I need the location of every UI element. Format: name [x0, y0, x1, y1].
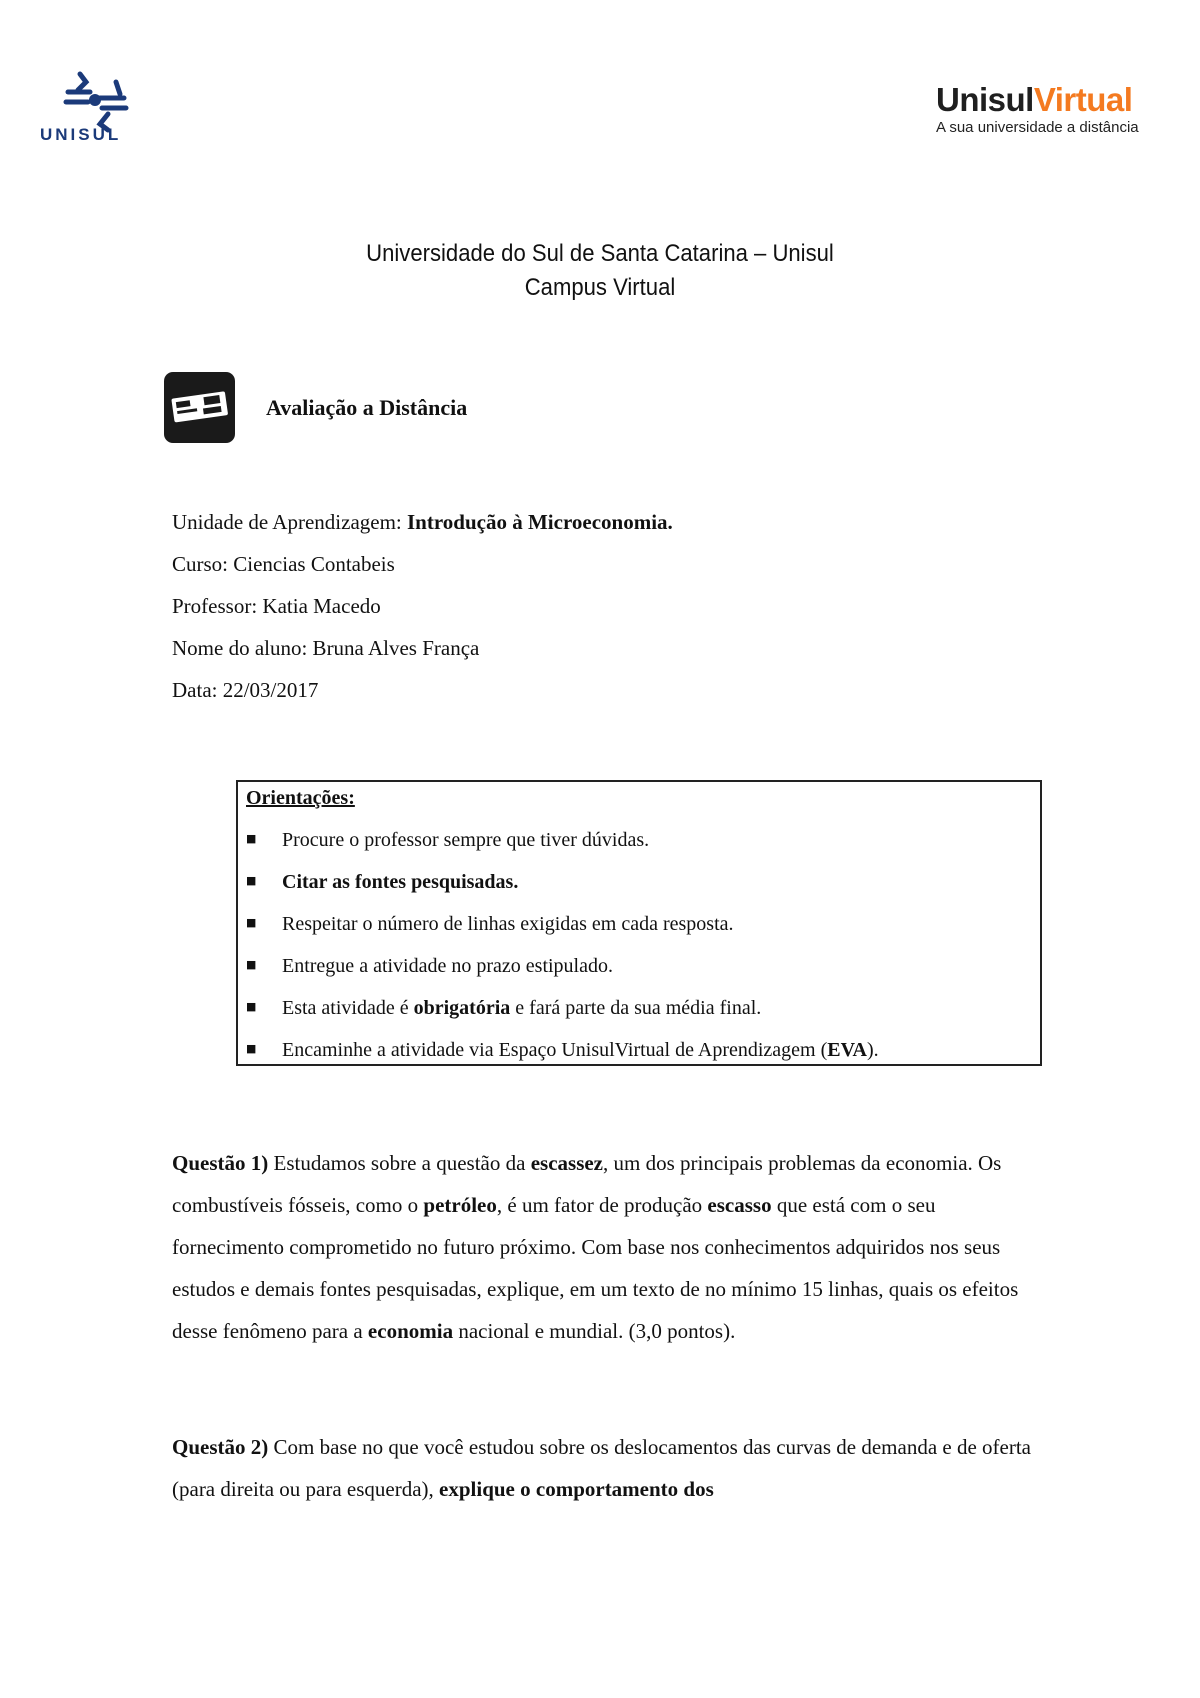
- bullet-icon: ■: [246, 1000, 257, 1014]
- info-student: Nome do aluno: Bruna Alves França: [172, 636, 480, 660]
- bullet-icon: ■: [246, 832, 257, 846]
- university-name: Universidade do Sul de Santa Catarina – Unisul: [366, 240, 834, 267]
- unisulvirtual-tagline: A sua universidade a distância: [936, 119, 1139, 136]
- bullet-icon: ■: [246, 1042, 257, 1056]
- question-2: Questão 2) Com base no que você estudou sobre os deslocamentos das curvas de demanda e de oferta (para direita ou para esquerda), explique o comportamento dos: [172, 1435, 1032, 1501]
- certificate-card-icon: [163, 371, 236, 444]
- orientation-item: ■ Encaminhe a atividade via Espaço UnisulVirtual de Aprendizagem (EVA).: [246, 1036, 879, 1065]
- orientation-item: ■ Esta atividade é obrigatória e fará parte da sua média final.: [246, 994, 761, 1023]
- unisulvirtual-name: UnisulVirtual: [936, 81, 1133, 118]
- info-unit: Unidade de Aprendizagem: Introdução à Microeconomia.: [172, 510, 673, 534]
- bullet-icon: ■: [246, 874, 257, 888]
- campus-name: Campus Virtual: [524, 274, 676, 301]
- unisul-emblem-icon: [38, 68, 178, 144]
- info-professor: Professor: Katia Macedo: [172, 594, 381, 618]
- orientation-item: ■ Entregue a atividade no prazo estipulado.: [246, 952, 613, 981]
- unisul-logo: [38, 68, 178, 144]
- bullet-icon: ■: [246, 916, 257, 930]
- info-course: Curso: Ciencias Contabeis: [172, 552, 395, 576]
- orientation-item: ■ Respeitar o número de linhas exigidas em cada resposta.: [246, 910, 734, 939]
- orientation-item: ■ Procure o professor sempre que tiver dúvidas.: [246, 826, 649, 855]
- orientation-item: ■ Citar as fontes pesquisadas.: [246, 868, 518, 897]
- question-1: Questão 1) Estudamos sobre a questão da escassez, um dos principais problemas da economia. Os combustíveis fósseis, como o petróleo, é um fator de produção escasso que está com o seu fornecimento comprometido no futuro próximo. Com base nos conhecimentos adquiridos nos seus estudos e demais fontes pesquisadas, explique, em um texto de no mínimo 15 linhas, quais os efeitos desse fenômeno para a economia nacional e mundial. (3,0 pontos).: [172, 1151, 1019, 1343]
- unisul-logo-text: UNISUL: [40, 125, 122, 144]
- orientations-title: Orientações:: [246, 787, 355, 809]
- info-date: Data: 22/03/2017: [172, 678, 319, 702]
- unisulvirtual-logo: [936, 82, 1166, 152]
- bullet-icon: ■: [246, 958, 257, 972]
- assessment-title: Avaliação a Distância: [266, 395, 468, 420]
